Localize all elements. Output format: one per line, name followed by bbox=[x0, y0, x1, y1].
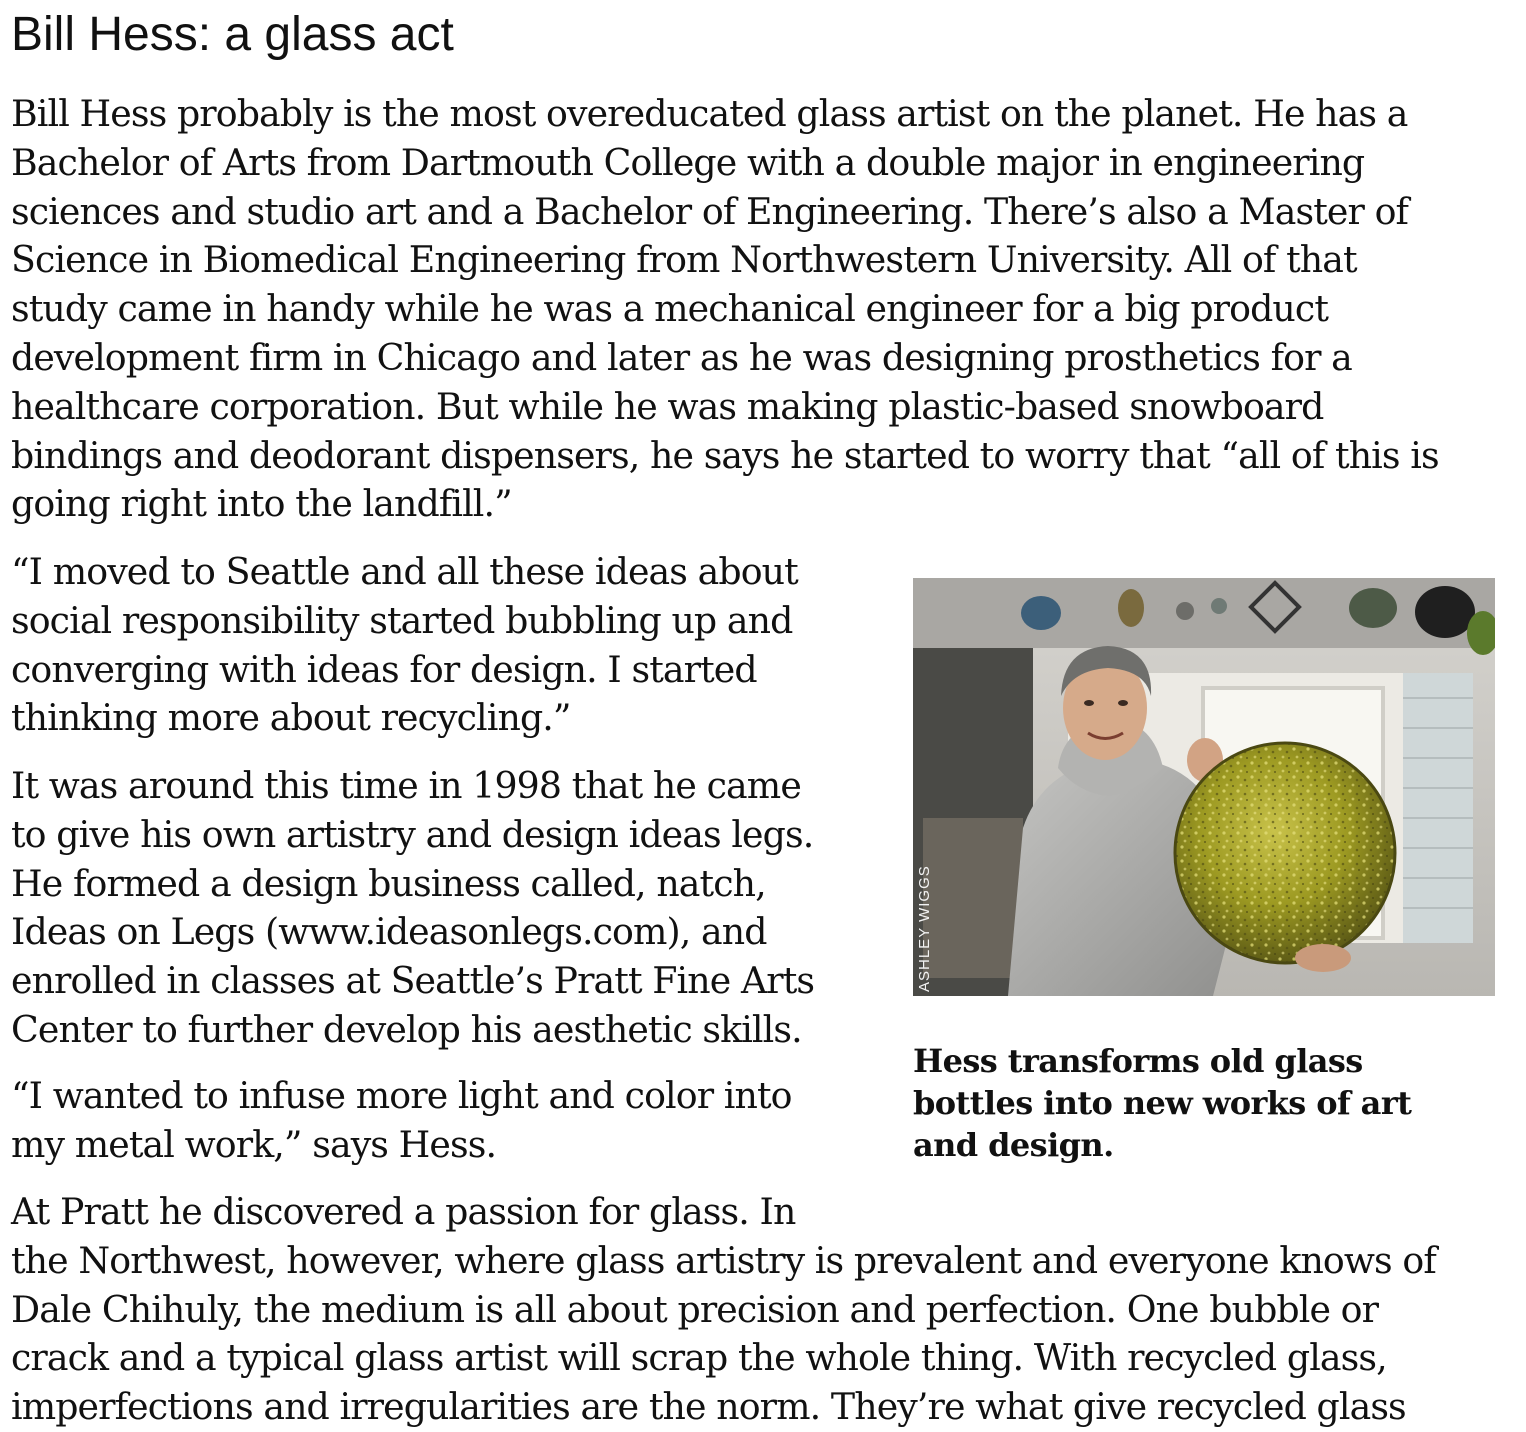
photo-caption bbox=[913, 1040, 1411, 1166]
photo-shelf bbox=[913, 578, 1495, 648]
paragraph-line: the Northwest, however, where glass artistry is prevalent and everyone knows of bbox=[11, 1238, 1436, 1282]
glass-piece bbox=[1176, 602, 1194, 620]
article-paragraph-3 bbox=[11, 762, 814, 1055]
paragraph-line: social responsibility started bubbling up and bbox=[11, 598, 793, 642]
photo-illustration bbox=[913, 578, 1495, 996]
paragraph-line: my metal work,” says Hess. bbox=[11, 1122, 497, 1166]
paragraph-line: “I moved to Seattle and all these ideas about bbox=[11, 550, 798, 593]
paragraph-line: Center to further develop his aesthetic skills. bbox=[11, 1007, 802, 1051]
paragraph-line: Bill Hess probably is the most overeducated glass artist on the planet. He has a bbox=[11, 92, 1408, 135]
paragraph-line: At Pratt he discovered a passion for glass. In bbox=[11, 1190, 796, 1233]
article-paragraph-1 bbox=[11, 90, 1439, 529]
paragraph-line: bindings and deodorant dispensers, he says he started to worry that “all of this is bbox=[11, 433, 1439, 477]
article-paragraph-5 bbox=[11, 1188, 1436, 1432]
paragraph-line: going right into the landfill.” bbox=[11, 482, 512, 526]
paragraph-line: imperfections and irregularities are the norm. They’re what give recycled glass bbox=[11, 1385, 1406, 1429]
article-photo bbox=[913, 578, 1495, 996]
paragraph-line: Dale Chihuly, the medium is all about precision and perfection. One bubble or bbox=[11, 1287, 1379, 1331]
glass-piece bbox=[1211, 598, 1227, 614]
person-hand-lower bbox=[1295, 944, 1351, 972]
photo-credit: ASHLEY WIGGS bbox=[916, 865, 933, 992]
paragraph-line: enrolled in classes at Seattle’s Pratt Fine Arts bbox=[11, 959, 815, 1003]
caption-line: and design. bbox=[913, 1126, 1114, 1164]
article-paragraph-4 bbox=[11, 1072, 792, 1170]
paragraph-line: crack and a typical glass artist will scrap the whole thing. With recycled glass, bbox=[11, 1336, 1387, 1380]
paragraph-line: development firm in Chicago and later as he was designing prosthetics for a bbox=[11, 335, 1352, 379]
caption-line: Hess transforms old glass bbox=[913, 1042, 1363, 1080]
photo-shelving bbox=[923, 818, 1023, 978]
paragraph-line: Bachelor of Arts from Dartmouth College with a double major in engineering bbox=[11, 140, 1365, 184]
paragraph-line: “I wanted to infuse more light and color into bbox=[11, 1074, 792, 1117]
caption-line: bottles into new works of art bbox=[913, 1084, 1412, 1122]
paragraph-line: Science in Biomedical Engineering from Northwestern University. All of that bbox=[11, 238, 1357, 282]
article-title: Bill Hess: a glass act bbox=[11, 8, 454, 61]
paragraph-line: sciences and studio art and a Bachelor of Engineering. There’s also a Master of bbox=[11, 189, 1409, 233]
paragraph-line: thinking more about recycling.” bbox=[11, 696, 571, 740]
glass-piece bbox=[1415, 586, 1475, 638]
paragraph-line: It was around this time in 1998 that he came bbox=[11, 764, 801, 807]
glass-piece bbox=[1349, 588, 1397, 628]
paragraph-line: converging with ideas for design. I started bbox=[11, 647, 757, 691]
paragraph-line: study came in handy while he was a mechanical engineer for a big product bbox=[11, 287, 1328, 331]
article-paragraph-2 bbox=[11, 548, 798, 743]
glass-piece bbox=[1021, 596, 1061, 630]
glass-piece bbox=[1118, 589, 1144, 627]
photo-blinds bbox=[1403, 673, 1473, 943]
paragraph-line: to give his own artistry and design ideas legs. bbox=[11, 812, 814, 856]
paragraph-line: Ideas on Legs (www.ideasonlegs.com), and bbox=[11, 910, 767, 954]
paragraph-line: healthcare corporation. But while he was making plastic-based snowboard bbox=[11, 384, 1324, 428]
paragraph-line: He formed a design business called, natch, bbox=[11, 861, 766, 905]
